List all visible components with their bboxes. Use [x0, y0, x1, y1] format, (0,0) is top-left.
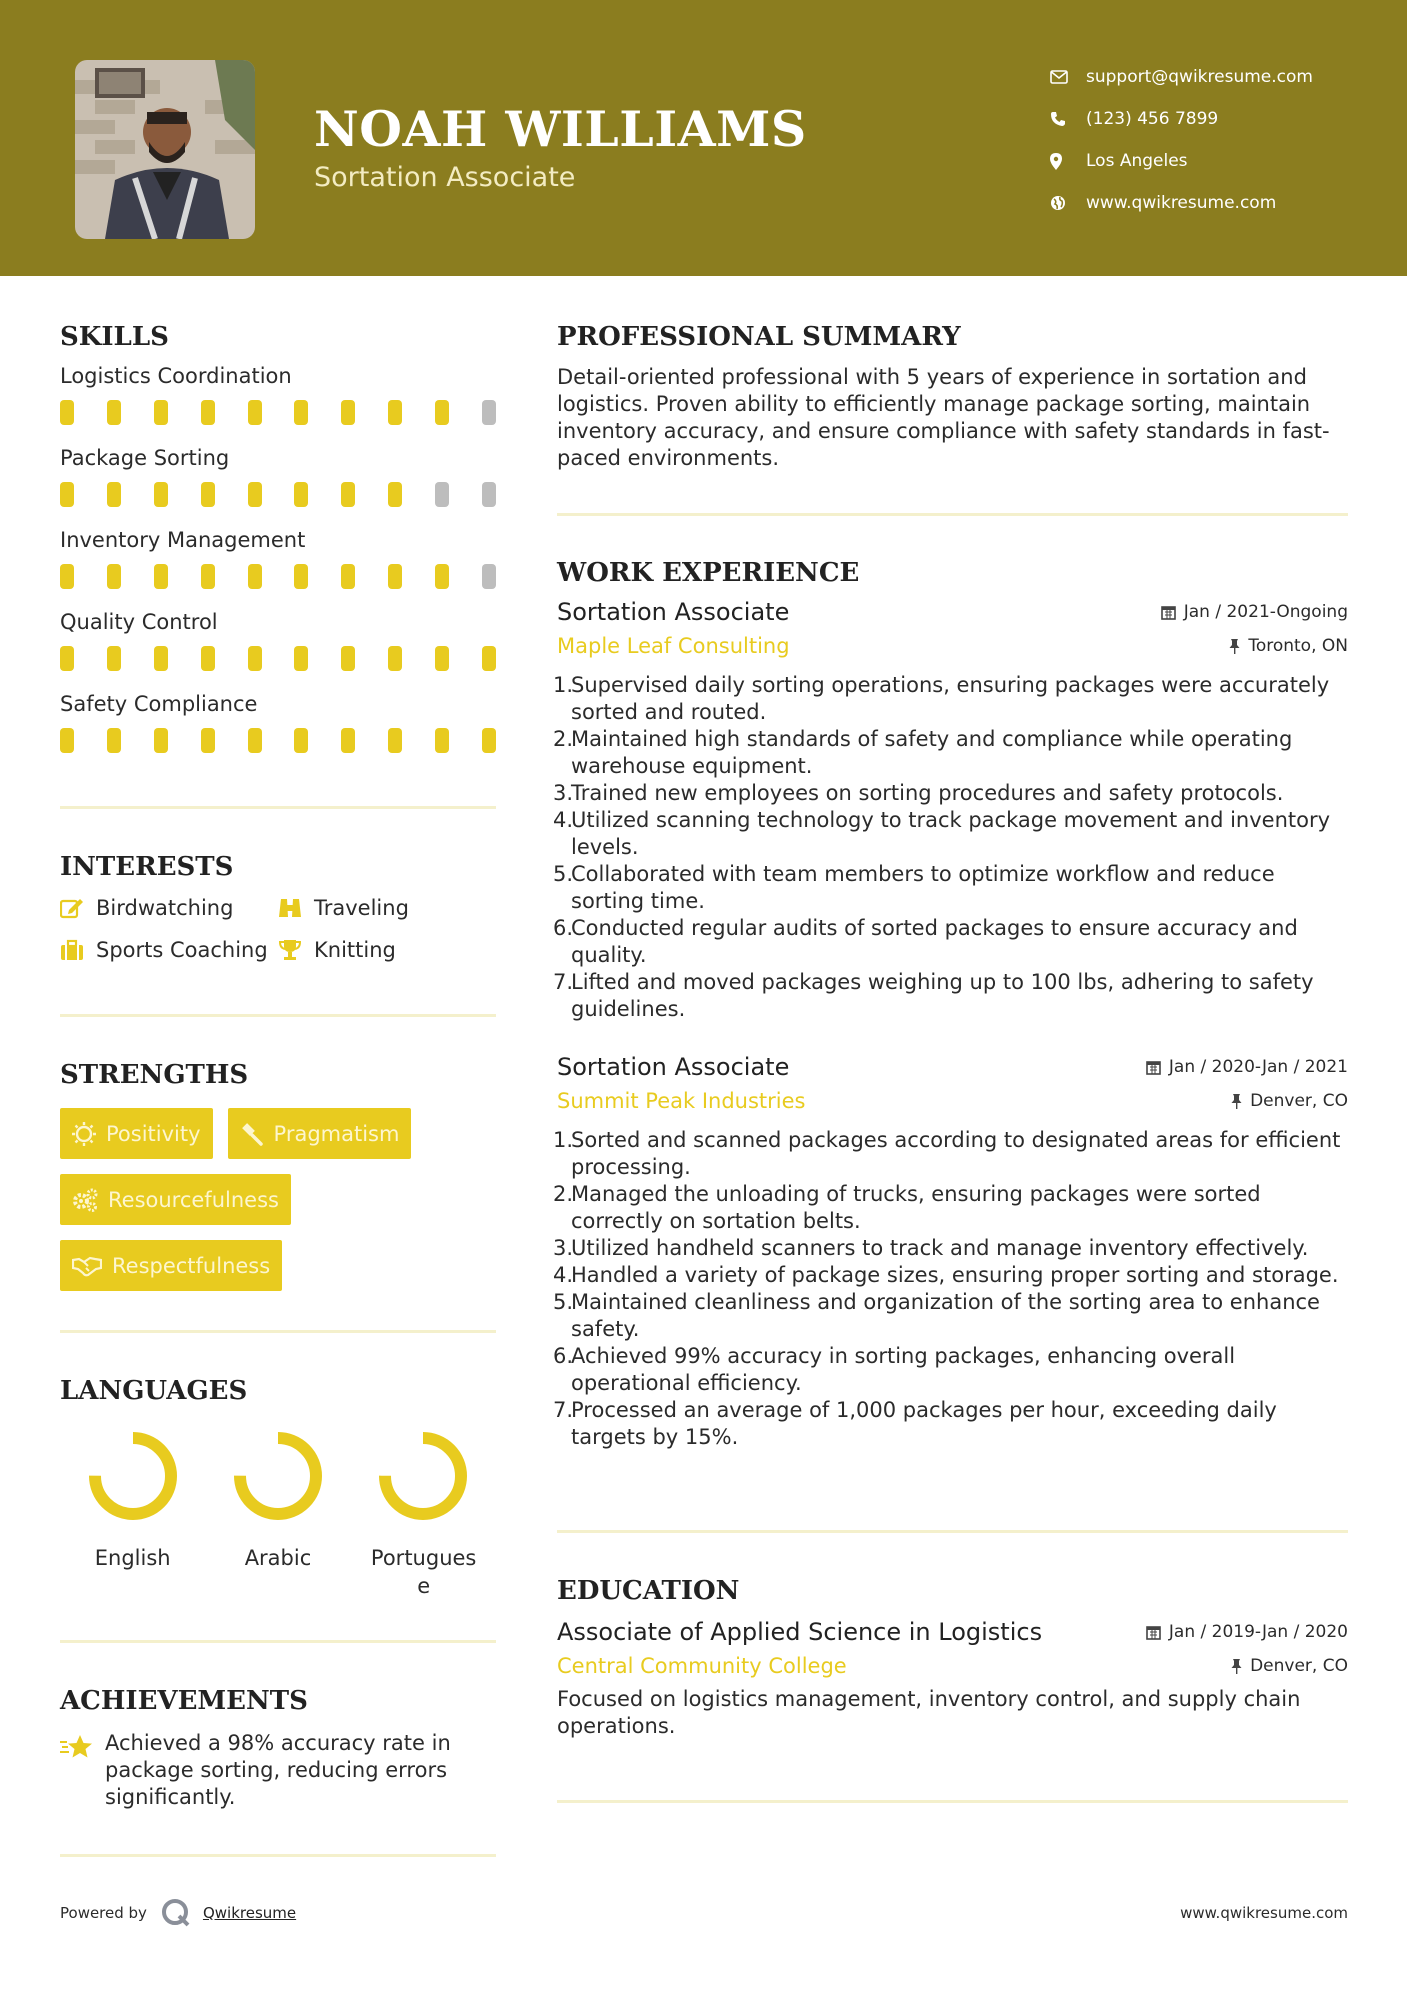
interest-label: Sports Coaching	[96, 938, 268, 962]
job-bullet: 1. Supervised daily sorting operations, ensuring packages were accurately sorted and routed.	[553, 673, 1330, 724]
skill-dot-filled	[201, 400, 215, 425]
interest-label: Birdwatching	[96, 896, 234, 920]
job-bullet: 6. Conducted regular audits of sorted packages to ensure accuracy and quality.	[553, 916, 1298, 967]
job-bullet: 3. Utilized handheld scanners to track and manage inventory effectively.	[553, 1236, 1309, 1260]
job-bullet: 4. Handled a variety of package sizes, ensuring proper sorting and storage.	[553, 1263, 1339, 1287]
job-bullet: 5. Maintained cleanliness and organization of the sorting area to enhance safety.	[553, 1290, 1320, 1341]
skill-dot-filled	[388, 400, 402, 425]
language-name: Arabic	[244, 1546, 312, 1570]
contact-list	[1050, 56, 1313, 224]
job-date	[1146, 1057, 1348, 1077]
job-location-text: Toronto, ON	[1248, 636, 1348, 656]
skill-rating	[60, 638, 496, 688]
skill-rating	[60, 392, 496, 442]
map-pin-icon	[1050, 153, 1086, 170]
pencil-square-icon	[60, 897, 96, 919]
skill-dot-filled	[107, 400, 121, 425]
job-bullet: 5. Collaborated with team members to optimize workflow and reduce sorting time.	[553, 862, 1275, 913]
skill-dot-filled	[201, 564, 215, 589]
contact-email-text: support@qwikresume.com	[1086, 67, 1313, 87]
strengths-list	[60, 1108, 490, 1291]
job-bullet: 7. Processed an average of 1,000 packages per hour, exceeding daily targets by 15%.	[553, 1398, 1277, 1449]
skill-item	[60, 606, 496, 688]
skill-dot-filled	[482, 646, 496, 671]
education-location-text: Denver, CO	[1250, 1656, 1348, 1676]
skill-name: Package Sorting	[60, 446, 230, 470]
education-date	[1146, 1622, 1348, 1642]
skill-rating	[60, 474, 496, 524]
interests-section	[60, 852, 496, 962]
skill-dot-filled	[107, 482, 121, 507]
powered-by-label: Powered by	[60, 1904, 147, 1922]
skill-name: Logistics Coordination	[60, 364, 292, 388]
gears-icon	[72, 1188, 98, 1212]
job-bullet: 3. Trained new employees on sorting procedures and safety protocols.	[553, 781, 1284, 805]
skill-dot-filled	[294, 564, 308, 589]
strength-badge	[60, 1108, 213, 1159]
skill-dot-filled	[388, 646, 402, 671]
resume-header	[0, 0, 1407, 276]
job-title: Sortation Associate	[557, 598, 790, 626]
section-divider	[557, 1530, 1348, 1533]
skills-section	[60, 322, 496, 770]
skill-item	[60, 442, 496, 524]
skill-dot-filled	[388, 728, 402, 753]
section-divider	[60, 1854, 496, 1857]
skill-dot-filled	[435, 400, 449, 425]
section-divider	[60, 1640, 496, 1643]
job-bullet: 2. Managed the unloading of trucks, ensuring packages were sorted correctly on sortation belts.	[553, 1182, 1261, 1233]
languages-section	[60, 1376, 496, 1600]
interest-label: Knitting	[314, 938, 396, 962]
skill-dot-filled	[294, 728, 308, 753]
skill-dot-filled	[248, 482, 262, 507]
skill-dot-filled	[60, 564, 74, 589]
pushpin-icon	[1231, 1094, 1242, 1109]
education-date-text: Jan / 2019-Jan / 2020	[1168, 1622, 1348, 1642]
job-date	[1161, 602, 1348, 622]
skill-dot-filled	[435, 728, 449, 753]
skill-dot-filled	[107, 728, 121, 753]
candidate-name: NOAH WILLIAMS	[314, 100, 807, 158]
experience-title: WORK EXPERIENCE	[557, 558, 860, 588]
education-section	[557, 1576, 1348, 1740]
languages-title: LANGUAGES	[60, 1376, 248, 1406]
skill-name: Quality Control	[60, 610, 218, 634]
strength-label: Pragmatism	[273, 1121, 400, 1146]
strengths-title: STRENGTHS	[60, 1060, 249, 1090]
job-title: Sortation Associate	[557, 1053, 790, 1081]
binoculars-icon	[278, 897, 314, 919]
skill-dot-filled	[107, 564, 121, 589]
skill-dot-filled	[294, 646, 308, 671]
skill-dot-empty	[435, 482, 449, 507]
page-footer	[60, 1898, 1348, 1928]
pushpin-icon	[1229, 639, 1240, 654]
section-divider	[557, 1800, 1348, 1803]
skill-dot-filled	[248, 646, 262, 671]
job-bullet: 6. Achieved 99% accuracy in sorting packages, enhancing overall operational efficiency.	[553, 1344, 1236, 1395]
achievement-item	[60, 1730, 496, 1811]
contact-website[interactable]	[1050, 182, 1313, 224]
interest-item	[278, 938, 496, 962]
achievements-section	[60, 1686, 496, 1811]
achievements-title: ACHIEVEMENTS	[60, 1686, 308, 1716]
qwikresume-logo-icon	[161, 1898, 191, 1928]
skill-dot-filled	[435, 564, 449, 589]
interest-item	[60, 896, 278, 920]
strength-label: Positivity	[106, 1121, 201, 1146]
summary-text: Detail-oriented professional with 5 years of experience in sortation and logistics. Proven ability to efficiently manage package sorting, maintain inventory accuracy, and ensure compliance with safety standards in fast-paced environments.	[557, 365, 1330, 470]
skill-rating	[60, 556, 496, 606]
briefcase-icon	[60, 939, 96, 961]
pushpin-icon	[1231, 1659, 1242, 1674]
skills-list	[60, 360, 496, 770]
achievement-text: Achieved a 98% accuracy rate in package sorting, reducing errors significantly.	[105, 1731, 451, 1809]
skill-dot-filled	[482, 728, 496, 753]
strength-label: Resourcefulness	[108, 1187, 279, 1212]
skill-dot-filled	[154, 482, 168, 507]
languages-list	[60, 1428, 496, 1600]
calendar-icon	[1146, 1060, 1161, 1075]
school-name: Central Community College	[557, 1654, 847, 1678]
interests-title: INTERESTS	[60, 852, 234, 882]
skill-dot-empty	[482, 482, 496, 507]
education-title: EDUCATION	[557, 1576, 740, 1606]
skill-dot-filled	[248, 564, 262, 589]
company-name: Maple Leaf Consulting	[557, 634, 790, 658]
strengths-section	[60, 1060, 496, 1291]
job-bullet: 2. Maintained high standards of safety and compliance while operating warehouse equipment.	[553, 727, 1293, 778]
qwikresume-link[interactable]: Qwikresume	[202, 1904, 297, 1922]
job-location-text: Denver, CO	[1250, 1091, 1348, 1111]
section-divider	[60, 1014, 496, 1017]
skill-dot-filled	[60, 400, 74, 425]
skill-dot-filled	[154, 400, 168, 425]
job-entry	[553, 1053, 1348, 1451]
handshake-icon	[72, 1255, 102, 1277]
language-item	[60, 1428, 205, 1600]
skill-dot-filled	[154, 646, 168, 671]
skill-dot-filled	[201, 646, 215, 671]
skill-item	[60, 524, 496, 606]
job-bullets	[553, 1127, 1348, 1451]
summary-title: PROFESSIONAL SUMMARY	[557, 322, 961, 352]
job-location	[1231, 1091, 1348, 1111]
skill-rating	[60, 720, 496, 770]
job-bullets	[553, 672, 1348, 1023]
language-level-ring	[85, 1428, 181, 1524]
skill-dot-filled	[248, 400, 262, 425]
skill-item	[60, 360, 496, 442]
phone-icon	[1050, 111, 1086, 127]
skill-dot-filled	[294, 400, 308, 425]
contact-location-text: Los Angeles	[1086, 151, 1188, 171]
language-level-ring	[230, 1428, 326, 1524]
sun-icon	[72, 1122, 96, 1146]
section-divider	[557, 513, 1348, 516]
job-bullet: 1. Sorted and scanned packages according to designated areas for efficient processing.	[553, 1128, 1341, 1179]
language-item	[351, 1428, 496, 1600]
skill-dot-filled	[435, 646, 449, 671]
contact-phone[interactable]	[1050, 98, 1313, 140]
skill-dot-filled	[341, 400, 355, 425]
interest-label: Traveling	[314, 896, 409, 920]
skill-dot-empty	[482, 400, 496, 425]
skill-dot-filled	[60, 482, 74, 507]
skill-dot-filled	[388, 564, 402, 589]
contact-email[interactable]	[1050, 56, 1313, 98]
skill-dot-filled	[60, 646, 74, 671]
skill-dot-filled	[201, 482, 215, 507]
calendar-icon	[1146, 1625, 1161, 1640]
skill-dot-filled	[154, 564, 168, 589]
skill-item	[60, 688, 496, 770]
job-entry	[553, 598, 1348, 1023]
skill-dot-filled	[248, 728, 262, 753]
interest-item	[60, 938, 278, 962]
skill-dot-filled	[107, 646, 121, 671]
education-description: Focused on logistics management, inventory control, and supply chain operations.	[557, 1687, 1301, 1738]
skill-dot-filled	[154, 728, 168, 753]
contact-website-text: www.qwikresume.com	[1086, 193, 1277, 213]
profile-photo	[75, 60, 255, 239]
section-divider	[60, 1330, 496, 1333]
skill-dot-filled	[341, 564, 355, 589]
skill-dot-filled	[60, 728, 74, 753]
degree-title: Associate of Applied Science in Logistics	[557, 1618, 1043, 1646]
strength-badge	[60, 1240, 282, 1291]
interests-list	[60, 896, 496, 962]
skill-dot-filled	[341, 482, 355, 507]
job-date-text: Jan / 2021-Ongoing	[1183, 602, 1348, 622]
envelope-icon	[1050, 70, 1086, 84]
skill-dot-filled	[388, 482, 402, 507]
candidate-title: Sortation Associate	[314, 162, 576, 193]
gavel-icon	[240, 1122, 264, 1146]
skill-name: Safety Compliance	[60, 692, 258, 716]
job-bullet: 7. Lifted and moved packages weighing up to 100 lbs, adhering to safety guidelines.	[553, 970, 1314, 1021]
section-divider	[60, 806, 496, 809]
language-item	[205, 1428, 350, 1600]
star-icon	[60, 1730, 105, 1811]
job-date-text: Jan / 2020-Jan / 2021	[1168, 1057, 1348, 1077]
skill-dot-filled	[341, 646, 355, 671]
interest-item	[278, 896, 496, 920]
skill-dot-empty	[482, 564, 496, 589]
calendar-icon	[1161, 605, 1176, 620]
skill-dot-filled	[201, 728, 215, 753]
trophy-icon	[278, 939, 314, 961]
language-name: Portugues e	[370, 1546, 477, 1598]
strength-label: Respectfulness	[112, 1253, 271, 1278]
job-location	[1229, 636, 1348, 656]
skill-dot-filled	[294, 482, 308, 507]
job-bullet: 4. Utilized scanning technology to track package movement and inventory levels.	[553, 808, 1331, 859]
summary-section	[557, 322, 1348, 472]
language-level-ring	[375, 1428, 471, 1524]
company-name: Summit Peak Industries	[557, 1089, 806, 1113]
skills-title: SKILLS	[60, 322, 169, 352]
footer-url[interactable]: www.qwikresume.com	[1180, 1904, 1348, 1922]
experience-section	[553, 558, 1348, 1451]
language-name: English	[94, 1546, 171, 1570]
skill-dot-filled	[341, 728, 355, 753]
education-location	[1231, 1656, 1348, 1676]
contact-phone-text: (123) 456 7899	[1086, 109, 1219, 129]
contact-location	[1050, 140, 1313, 182]
globe-icon	[1050, 195, 1086, 211]
strength-badge	[228, 1108, 412, 1159]
skill-name: Inventory Management	[60, 528, 306, 552]
strength-badge	[60, 1174, 291, 1225]
